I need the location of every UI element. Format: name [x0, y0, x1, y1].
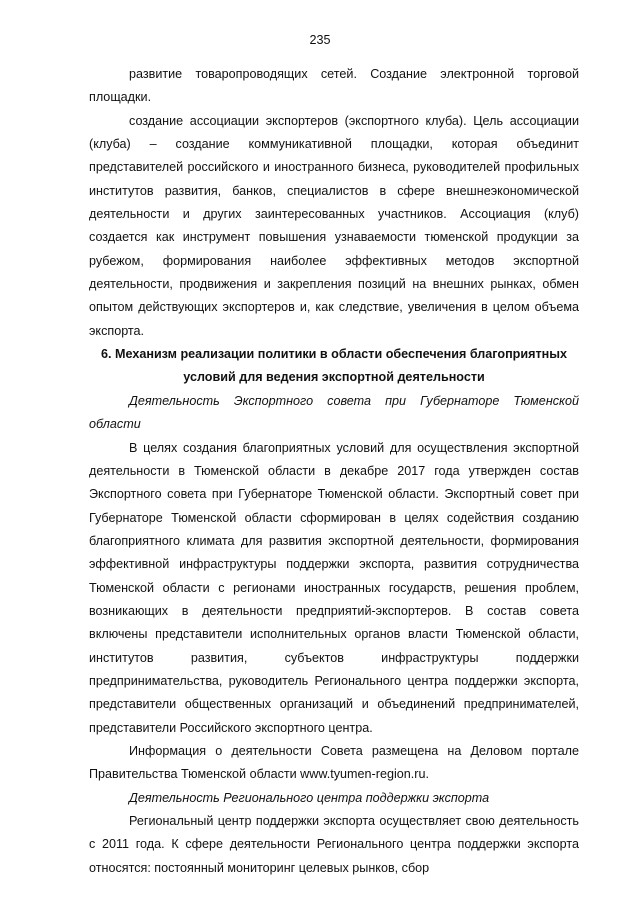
paragraph-export-networks: развитие товаропроводящих сетей. Создание электронной торговой площадки. — [89, 67, 579, 105]
paragraph-exporters-association: создание ассоциации экспортеров (экспортного клуба). Цель ассоциации (клуба) – создание коммуникативной площадки, которая объединит представителей российского и иностранного бизнеса, руководителей профильных институтов развития, банков, специалистов в сфере внешнеэкономической деятельности и других заинтересованных участников. Ассоциация (клуб) создается как инструмент повышения узнаваемости тюменской продукции за рубежом, формирования наиболее эффективных методов экспортной деятельности, продвижения и закрепления позиций на внешних рынках, обмен опытом действующих экспортеров и, как следствие, увеличения в целом объема экспорта. — [89, 113, 579, 338]
subheading-export-council: Деятельность Экспортного совета при Губернаторе Тюменской области — [89, 393, 579, 432]
paragraph-export-support-center: Региональный центр поддержки экспорта осуществляет свою деятельность с 2011 года. К сфере деятельности Регионального центра поддержки экспорта относятся: постоянный мониторинг целевых рынков, сбор — [89, 814, 579, 875]
subheading-export-support-center: Деятельность Регионального центра поддержки экспорта — [129, 790, 490, 805]
body-text — [89, 63, 579, 880]
section-heading: 6. Механизм реализации политики в области обеспечения благоприятных условий для ведения экспортной деятельности — [101, 347, 567, 385]
paragraph-export-council: В целях создания благоприятных условий для осуществления экспортной деятельности в Тюменской области в декабре 2017 года утвержден состав Экспортного совета при Губернаторе Тюменской области. Экспортный совет при Губернаторе Тюменской области сформирован в целях содействия созданию благоприятного климата для развития экспортной деятельности, формирования эффективной инфраструктуры поддержки экспорта, развития сотрудничества Тюменской области с регионами иностранных государств, решения проблем, возникающих в деятельности предприятий-экспортеров. В состав совета включены представители исполнительных органов власти Тюменской области, институтов развития, субъектов инфраструктуры поддержки предпринимательства, руководитель Регионального центра поддержки экспорта, представители общественных организаций и объединений предпринимателей, представители Российского экспортного центра. — [89, 440, 579, 735]
page-number: 235 — [309, 33, 331, 47]
paragraph-council-info: Информация о деятельности Совета размещена на Деловом портале Правительства Тюменской области www.tyumen-region.ru. — [89, 743, 579, 782]
